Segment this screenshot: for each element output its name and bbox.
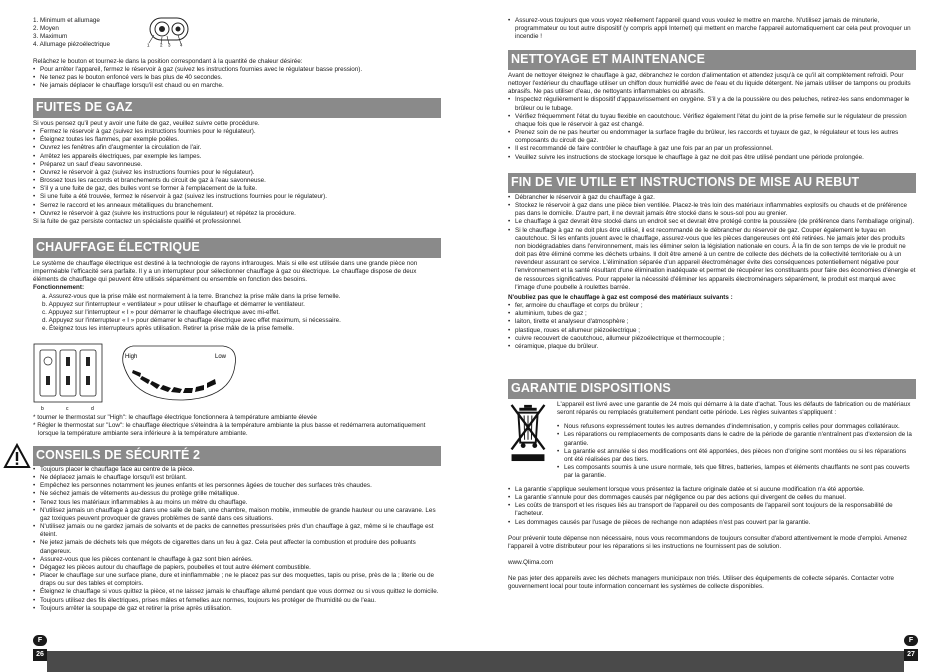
fuites-section bbox=[33, 98, 441, 226]
garantie-rules bbox=[508, 486, 916, 592]
list-item: • Tenez tous les matériaux inflammables à au moins un mètre du chauffage. bbox=[33, 499, 441, 507]
list-item: • La garantie s'annule pour des dommages causés par négligence ou par des actions qui divergent de celles du manuel. bbox=[508, 494, 916, 502]
fonctionnement-label: Fonctionnement: bbox=[33, 284, 85, 292]
list-item: • La garantie est annulée si des modifications ont été apportées, des pièces non d'origine sont montées ou si les réparations ont été réalisées par des tiers. bbox=[557, 448, 916, 464]
list-item: • Si une fuite a été trouvée, fermez le réservoir à gaz (suivez les instructions fournies pour le régulateur). bbox=[33, 193, 441, 201]
list-item: • Si le chauffage à gaz ne doit plus être utilisé, il est recommandé de le débrancher du réservoir de gaz. Couper également le tuyau en caoutchouc. Si les enfants jouent avec le chauffage, assurez-vous que les pièces dangereuses ont été retirées. Ne jamais jeter des produits non biodégradables dans l'environnement, mais les éliminer selon la législation nationale en cours. À la fin de son temps de vie le produit ne doit pas être éliminé comme les déchets urbains. Il doit être amené à un centre de collecte des déchets de la collectivité territoriale ou à un revendeur assurant ce service. L'élimination séparée d'un appareil électroménager évite des conséquences potentiellement négative pour l'environnement et la santé résultant d'une élimination inadéquate et permet de récupérer les constituants pour faire des économies d'énergie et de ressources significatives. Pour rappeler la nécessité d'éliminer les appareils électroménagers séparément, le produit est marqué avec l'image d'une poubelle à roulettes barrée. bbox=[508, 227, 916, 292]
list-item: • Nous refusons expressément toutes les autres demandes d'indemnisation, y compris celles pour dommages collatéraux. bbox=[557, 423, 916, 431]
list-item: • Ne jamais déplacer le chauffage lorsqu'il est chaud ou en marche. bbox=[33, 82, 441, 90]
knob-legend-item: 2. Moyen bbox=[33, 25, 59, 33]
list-item: • Ne tenez pas le bouton enfoncé vers le bas plus de 40 secondes. bbox=[33, 74, 441, 82]
footer-band bbox=[475, 651, 904, 672]
list-item: • Il est recommandé de faire contrôler le chauffage à gaz une fois par an par un professionnel. bbox=[508, 145, 916, 153]
page-number: 26 bbox=[33, 649, 47, 661]
list-item: • Placer le chauffage sur une surface plane, dure et ininflammable ; ne le placez pas sur des moquettes, tapis ou prise, près de la ; literie ou de draps ou sur des tables et comptoirs. bbox=[33, 572, 441, 588]
knob-legend-item: 1. Minimum et allumage bbox=[33, 17, 100, 24]
fin-vie-section bbox=[508, 173, 916, 351]
list-item: • Les composants soumis à une usure normale, tels que filtres, batteries, lampes et éléments chauffants ne sont pas couverts par la garantie. bbox=[557, 464, 916, 480]
section-lead: Si vous pensez qu'il peut y avoir une fuite de gaz, veuillez suivre cette procédure. bbox=[33, 120, 260, 127]
list-item: • Toujours utilisez des fils électriques, prises mâles et femelles aux normes, toujours les protéger de l'humidité ou de l'eau. bbox=[33, 597, 441, 605]
list-item: • Ne jetez jamais de déchets tels que mégots de cigarettes dans un feu à gaz. Cela peut affecter la combustion et produire des polluants dangereux. bbox=[33, 539, 441, 555]
list-item: • Les réparations ou remplacements de composants dans le cadre de la période de garantie n'entraînent pas d'extension de la garantie. bbox=[557, 431, 916, 447]
intro-text: Relâchez le bouton et tournez-le dans la position correspondant à la quantité de chaleur désirée: bbox=[33, 58, 303, 65]
nettoyage-section bbox=[508, 50, 916, 162]
list-item: • Toujours arrêter la soupape de gaz et retirer la prise après utilisation. bbox=[33, 605, 441, 613]
language-badge: F bbox=[33, 635, 47, 646]
step-item bbox=[33, 301, 441, 309]
step-text: Appuyez sur l'interrupteur « I » pour démarrer le chauffage électrique avec effet maximum, si nécessaire. bbox=[48, 317, 341, 325]
step-text: Éteignez tous les interrupteurs après utilisation. Retirer la prise mâle de la prise femelle. bbox=[49, 325, 295, 333]
step-text: Assurez-vous que la prise mâle est normalement à la terre. Branchez la prise mâle dans la prise femelle. bbox=[48, 292, 341, 300]
control-knob-illustration bbox=[149, 17, 209, 47]
knob-number: 2 bbox=[160, 42, 163, 48]
conseils-section bbox=[33, 446, 441, 613]
knob-number: 3 bbox=[168, 42, 171, 48]
list-item: • aluminium, tubes de gaz ; bbox=[508, 310, 916, 318]
chauffage-section bbox=[33, 238, 441, 333]
list-item: • Dégagez les pièces autour du chauffage de papiers, poubelles et tout autre élément combustible. bbox=[33, 564, 441, 572]
knob-legend-item: 4. Allumage piézoélectrique bbox=[33, 41, 111, 49]
section-paragraph: Avant de nettoyer éteignez le chauffage à gaz, débranchez le cordon d'alimentation et attendez jusqu'à ce qu'il ait complètement refroidi. Pour nettoyer l'extérieur du chauffage utiliser un chiffon doux humidifié avec de l'eau et du liquide détergent. Ne jamais utiliser de tampons ou produits abrasifs. Ne pas utiliser d'eau, de nettoyants inflammables ou abrasifs. bbox=[508, 72, 911, 96]
list-item: • Arrêtez les appareils électriques, par exemple les lampes. bbox=[33, 153, 441, 161]
step-key: a. bbox=[42, 292, 48, 300]
list-item: • Les dommages causés par l'usage de pièces de rechange non adaptées n'est pas couvert par la garantie. bbox=[508, 519, 916, 527]
footer-band bbox=[47, 651, 475, 672]
garantie-section bbox=[508, 379, 916, 399]
knob-legend-item: 3. Maximum bbox=[33, 33, 68, 41]
section-paragraph: L'appareil est livré avec une garantie de 24 mois qui démarre à la date d'achat. Tous les défauts de fabrication ou de matériaux seront réparés ou remplacés gratuitement pendant cette période. Les règles suivantes s'appliquent : bbox=[557, 401, 911, 417]
list-item: • Éteignez le chauffage si vous quittez la pièce, et ne laissez jamais le chauffage allumé pendant que vous dormez ou si vous quittez le domicile. bbox=[33, 588, 441, 596]
right-page bbox=[475, 0, 950, 672]
heater-switch-illustration bbox=[33, 343, 243, 413]
intro-section bbox=[33, 58, 441, 91]
garantie-body bbox=[557, 401, 916, 480]
section-heading: FIN DE VIE UTILE ET INSTRUCTIONS DE MISE AU REBUT bbox=[508, 173, 916, 193]
step-text: Appuyez sur l'interrupteur « I » pour démarrer le chauffage électrique avec mi-effet. bbox=[48, 308, 280, 316]
step-key: d. bbox=[42, 317, 48, 325]
thermostat-notes bbox=[33, 414, 441, 438]
list-item: • Préparez un sauf d'eau savonneuse. bbox=[33, 161, 441, 169]
section-tail: Si la fuite de gaz persiste contactez un spécialiste qualifié et professionnel. bbox=[33, 217, 242, 225]
list-item: • Ne séchez jamais de vêtements au-dessus du protège grille métallique. bbox=[33, 490, 441, 498]
list-item: • Ne déplacez jamais le chauffage lorsqu'il est brûlant. bbox=[33, 474, 441, 482]
thermostat-low-label: Low bbox=[215, 354, 227, 360]
section-paragraph: Le système de chauffage électrique est destiné à la technologie de rayons infrarouges. Mais si elle est utilisée dans une grande pièce non imperméable l'efficacité sera parfaite. Il y a un interrupteur pour sélectionner chauffage à gaz ou électrique. Le chauffage dispose de deux éléments de chauffage qui peuvent être utilisés séparément ou ensemble en fonction des besoins. bbox=[33, 260, 418, 284]
list-item: • Toujours placer le chauffage face au centre de la pièce. bbox=[33, 466, 441, 474]
list-item: • Assurez-vous que les pièces contenant le chauffage à gaz sont bien aérées. bbox=[33, 556, 441, 564]
list-item: • Stockez le réservoir à gaz dans une pièce bien ventilée. Placez-le très loin des matériaux inflammables explosifs ou chauds et de préférence pas dans le domicile. D'autre part, il ne devrait jamais être stocké dans le sous-sol pou au grenier. bbox=[508, 202, 916, 218]
list-item: • Fermez le réservoir à gaz (suivez les instructions fournies pour le régulateur). bbox=[33, 128, 441, 136]
thermostat-note: * tourner le thermostat sur "High": le chauffage électrique fonctionnera à température ambiante élevée bbox=[33, 414, 318, 421]
list-item: • Ouvrez le réservoir à gaz (suivez les instructions fournies pour le régulateur). bbox=[33, 169, 441, 177]
list-item: • Serrez le raccord et les anneaux métalliques du branchement. bbox=[33, 202, 441, 210]
section-heading: FUITES DE GAZ bbox=[33, 98, 441, 118]
top-warning bbox=[508, 17, 916, 41]
step-item bbox=[33, 293, 441, 301]
list-item: • céramique, plaque du brûleur. bbox=[508, 343, 916, 351]
list-item: • Prenez soin de ne pas heurter ou endommager la surface fragile du brûleur, les raccords et tuyaux de gaz, le régulateur et tous les autres composants du circuit de gaz. bbox=[508, 129, 916, 145]
list-item: • N'utilisez jamais un chauffage à gaz dans une salle de bain, une chambre, maison mobile, immeuble de grande hauteur ou une caravane. Les gaz toxiques peuvent provoquer de graves problèmes de santé dans ces situations. bbox=[33, 507, 441, 523]
switch-letter: b bbox=[41, 406, 44, 412]
language-badge: F bbox=[904, 635, 918, 646]
step-key: e. bbox=[42, 325, 48, 333]
thermostat-note: * Régler le thermostat sur "Low": le chauffage électrique s'éteindra à la température ambiante la plus basse et redémarrera automatiquement lorsque la température ambiante sera inférieure à la température ambiante. bbox=[33, 422, 426, 438]
section-paragraph: Ne pas jeter des appareils avec les déchets managers municipaux non triés. Utiliser des équipements de collecte séparés. Contacter votre gouvernement local pour toute information concernant les systèmes de collecte disponibles. bbox=[508, 575, 895, 591]
knob-number: 4 bbox=[180, 42, 183, 48]
knob-number: 1 bbox=[147, 42, 150, 48]
list-item: • Vérifiez fréquemment l'état du tuyau flexible en caoutchouc. Vérifiez également l'état du joint de la prise femelle sur le régulateur de pression chaque fois que le réservoir à gaz est changé. bbox=[508, 113, 916, 129]
thermostat-high-label: High bbox=[125, 354, 138, 360]
step-key: b. bbox=[42, 300, 48, 308]
crossed-out-bin-icon bbox=[508, 402, 548, 462]
warning-triangle-icon bbox=[4, 444, 30, 468]
page-number: 27 bbox=[904, 649, 918, 661]
list-item: • Ouvrez les fenêtres afin d'augmenter la circulation de l'air. bbox=[33, 144, 441, 152]
list-item: • cuivre recouvert de caoutchouc, allumeur piézoélectrique et thermocouple ; bbox=[508, 335, 916, 343]
list-item: • N'utilisez jamais ou ne gardez jamais de solvants et de packs de cannettes pressurisées près d'un chauffage à gaz, même si le chauffage est éteint. bbox=[33, 523, 441, 539]
list-item: • Le chauffage à gaz devrait être stocké dans un endroit sec et devrait être protégé contre la poussière (de préférence dans l'emballage original). bbox=[508, 218, 916, 226]
list-item: • La garantie s'applique seulement lorsque vous présentez la facture originale datée et si aucune modification n'a été apportée. bbox=[508, 486, 916, 494]
list-item: • Veuillez suivre les instructions de stockage lorsque le chauffage à gaz ne doit pas être utilisé pendant une période prolongée. bbox=[508, 154, 916, 162]
step-key: c. bbox=[42, 308, 47, 316]
website-text: www.Qlima.com bbox=[508, 559, 554, 567]
list-item: • Ouvrez le réservoir à gaz (suivre les instructions pour le régulateur) et répétez la procédure. bbox=[33, 210, 441, 218]
list-item: • S'il y a une fuite de gaz, des bulles vont se former à l'emplacement de la fuite. bbox=[33, 185, 441, 193]
list-item: • Les coûts de transport et les risques liés au transport de l'appareil ou des composants de l'appareil sont toujours de la responsabilité de l'acheteur. bbox=[508, 502, 916, 518]
step-text: Appuyez sur l'interrupteur « ventilateur » pour utiliser le chauffage et démarrer le ventilateur. bbox=[48, 300, 305, 308]
list-item: • Éteignez toutes les flammes, par exemple poêles. bbox=[33, 136, 441, 144]
list-item: • Brossez tous les raccords et branchements du circuit de gaz à l'eau savonneuse. bbox=[33, 177, 441, 185]
section-heading: CHAUFFAGE ÉLECTRIQUE bbox=[33, 238, 441, 258]
list-item: • Débrancher le réservoir à gaz du chauffage à gaz. bbox=[508, 194, 916, 202]
step-item bbox=[33, 325, 441, 333]
knob-legend bbox=[33, 17, 153, 50]
list-item: • Assurez-vous toujours que vous voyez réellement l'appareil quand vous voulez le mettre en marche. N'utilisez jamais de minuterie, programmateur ou tout autre dispositif (y compris appli Internet) qui mettent en marche l'appareil automatiquement car cela peut provoquer un incendie ! bbox=[508, 17, 916, 41]
list-item: • plastique, roues et allumeur piézoélectrique ; bbox=[508, 327, 916, 335]
section-heading: CONSEILS DE SÉCURITÉ 2 bbox=[33, 446, 441, 466]
switch-letter: d bbox=[91, 406, 94, 412]
step-item bbox=[33, 309, 441, 317]
switch-letter: c bbox=[66, 406, 69, 412]
section-heading: GARANTIE DISPOSITIONS bbox=[508, 379, 916, 399]
section-paragraph: Pour prévenir toute dépense non nécessaire, nous vous recommandons de toujours consulter d'abord attentivement le mode d'emploi. Amenez l'appareil à votre distributeur pour les réparations si les instructions ne fournissent pas de solution. bbox=[508, 534, 907, 550]
materials-label: N'oubliez pas que le chauffage à gaz est composé des matériaux suivants : bbox=[508, 293, 733, 301]
section-heading: NETTOYAGE ET MAINTENANCE bbox=[508, 50, 916, 70]
list-item: • Inspectez régulièrement le dispositif d'appauvrissement en oxygène. S'il y a de la poussière ou des peluches, retirez-les sans endommager le brûleur ou le tubage. bbox=[508, 96, 916, 112]
list-item: • laiton, tirette et analyseur d'atmosphère ; bbox=[508, 318, 916, 326]
list-item: • Pour arrêter l'appareil, fermez le réservoir à gaz (suivez les instructions fournies avec le régulateur basse pression). bbox=[33, 66, 441, 74]
list-item: • fer, armoire du chauffage et corps du brûleur ; bbox=[508, 302, 916, 310]
list-item: • Empêchez les personnes notamment les jeunes enfants et les personnes âgées de toucher des surfaces très chaudes. bbox=[33, 482, 441, 490]
